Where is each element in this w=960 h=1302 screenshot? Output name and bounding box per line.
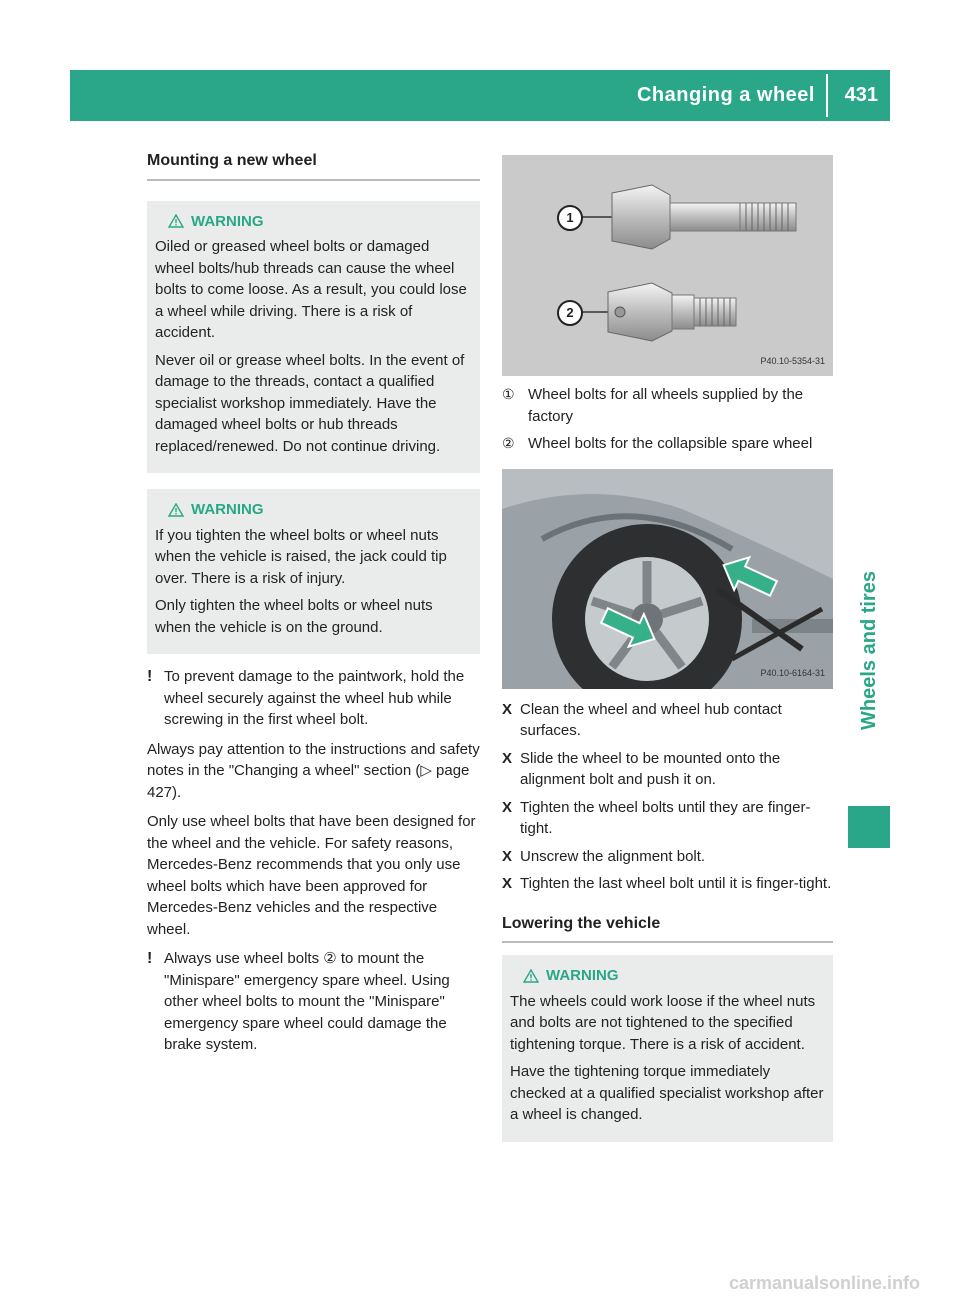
exclamation-icon: ! — [147, 668, 153, 685]
step-text: Tighten the last wheel bolt until it is finger-tight. — [520, 875, 832, 892]
section-title: Mounting a new wheel — [147, 150, 480, 181]
callout-marker: 1 — [557, 205, 583, 231]
step-text: Clean the wheel and wheel hub contact surfaces. — [520, 700, 782, 739]
step-marker-icon: X — [502, 749, 513, 767]
warning-label: WARNING — [191, 212, 264, 230]
warning-triangle-icon — [168, 214, 184, 228]
step-item — [502, 846, 833, 868]
warning-heading — [168, 499, 472, 521]
warning-text: If you tighten the wheel bolts or wheel nuts when the vehicle is raised, the jack could tip over. There is a risk of injury. — [155, 526, 447, 587]
warning-text: Never oil or grease wheel bolts. In the event of damage to the threads, contact a qualified specialist workshop immediately. Have the damaged wheel bolts or hub threads replaced/renewed. Do not continue driving. — [155, 351, 465, 455]
legend-item — [502, 384, 833, 427]
warning-text: Only tighten the wheel bolts or wheel nuts when the vehicle is on the ground. — [155, 597, 433, 636]
left-column — [147, 150, 480, 1056]
step-marker-icon: X — [502, 798, 513, 816]
step-item — [502, 748, 833, 791]
legend-number: ① — [502, 386, 515, 402]
warning-label: WARNING — [191, 501, 264, 518]
side-tab-label: Wheels and tires — [857, 570, 880, 730]
page-number: 431 — [844, 84, 878, 106]
wheel-bolts-figure — [502, 155, 833, 376]
step-marker-icon: X — [502, 700, 513, 718]
legend-item — [502, 433, 833, 455]
right-column — [502, 155, 833, 1142]
exclamation-icon: ! — [147, 950, 153, 967]
warning-box — [147, 489, 480, 654]
section-title: Lowering the vehicle — [502, 913, 833, 944]
warning-text: The wheels could work loose if the wheel nuts and bolts are not tightened to the specified tightening torque. There is a risk of accident. — [510, 992, 816, 1053]
legend-text: Wheel bolts for the collapsible spare wheel — [528, 435, 813, 452]
page-header — [70, 70, 890, 121]
instruction-steps — [502, 699, 833, 895]
step-item — [502, 873, 833, 895]
figure-legend — [502, 384, 833, 455]
figure-code: P40.10-6164-31 — [760, 668, 825, 678]
caution-note — [147, 948, 480, 1056]
body-paragraph: Only use wheel bolts that have been designed for the wheel and the vehicle. For safety reasons, Mercedes-Benz recommends that you only use wheel bolts which have been approved for Mercedes-Benz vehicles and the respective wheel. — [147, 813, 476, 938]
side-marker-block — [848, 806, 890, 848]
legend-text: Wheel bolts for all wheels supplied by the factory — [528, 386, 804, 425]
step-item — [502, 699, 833, 742]
caution-text: Always use wheel bolts ② to mount the "Minispare" emergency spare wheel. Using other wheel bolts to mount the "Minispare" emergency spare wheel could damage the brake system. — [164, 950, 450, 1053]
wheel-bolts-illustration — [502, 155, 833, 376]
wheel-mounting-photo — [502, 469, 833, 689]
step-item — [502, 797, 833, 840]
warning-heading — [168, 211, 472, 233]
step-marker-icon: X — [502, 847, 513, 865]
footer-watermark: carmanualsonline.info — [728, 1273, 920, 1293]
step-text: Slide the wheel to be mounted onto the alignment bolt and push it on. — [520, 749, 781, 788]
header-divider — [826, 74, 828, 117]
warning-text: Oiled or greased wheel bolts or damaged wheel bolts/hub threads can cause the wheel bolts to come loose. As a result, you could lose a wheel while driving. There is a risk of accident. — [155, 238, 467, 341]
warning-text: Have the tightening torque immediately checked at a qualified specialist workshop after a wheel is changed. — [510, 1063, 824, 1123]
warning-triangle-icon — [168, 503, 184, 517]
warning-box — [502, 955, 833, 1142]
warning-heading — [523, 965, 825, 987]
header-title: Changing a wheel — [636, 84, 815, 106]
figure-code: P40.10-5354-31 — [760, 355, 825, 366]
warning-label: WARNING — [546, 967, 619, 984]
wheel-mounting-illustration — [502, 469, 833, 689]
legend-number: ② — [502, 435, 515, 451]
warning-triangle-icon — [523, 969, 539, 983]
step-text: Unscrew the alignment bolt. — [520, 847, 706, 865]
caution-note — [147, 666, 480, 731]
warning-box — [147, 201, 480, 474]
body-paragraph: Always pay attention to the instructions and safety notes in the "Changing a wheel" section (▷ page 427). — [147, 740, 480, 801]
side-chapter-tab — [848, 540, 890, 760]
callout-marker: 2 — [557, 300, 583, 326]
caution-text: To prevent damage to the paintwork, hold the wheel securely against the wheel hub while screwing in the first wheel bolt. — [164, 668, 465, 728]
step-text: Tighten the wheel bolts until they are finger-tight. — [520, 798, 811, 837]
step-marker-icon: X — [502, 875, 513, 892]
